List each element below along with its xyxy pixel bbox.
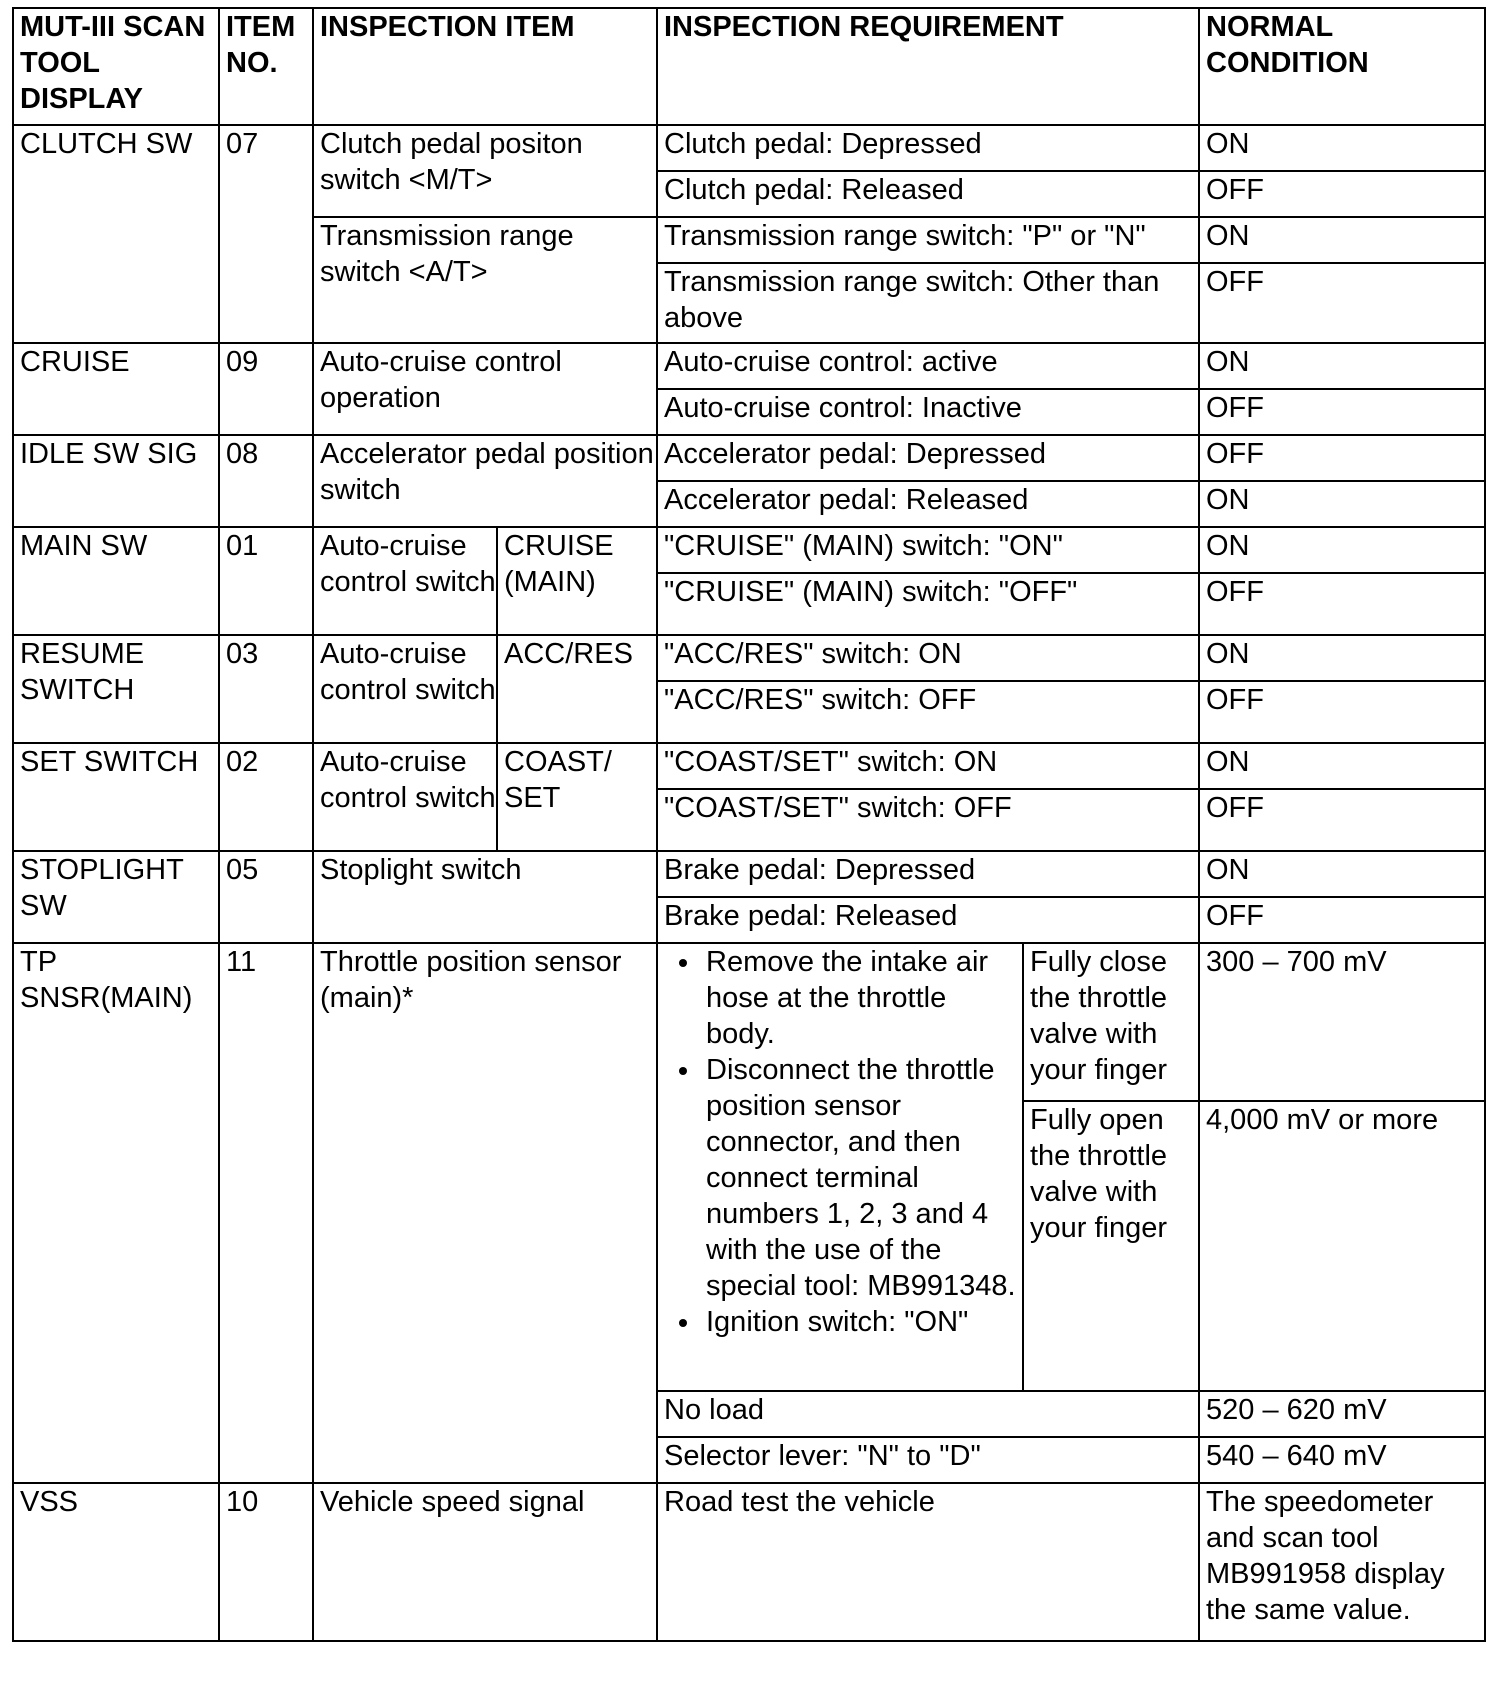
display-cell: MAIN SW [13, 527, 219, 635]
requirement-cell: Accelerator pedal: Released [657, 481, 1199, 527]
requirement-cell: Brake pedal: Depressed [657, 851, 1199, 897]
header-normal-condition: NORMAL CONDITION [1199, 8, 1485, 125]
inspection-item-cell: Throttle position sensor (main)* [313, 943, 657, 1483]
inspection-item-cell: Stoplight switch [313, 851, 657, 943]
requirement-cell: Selector lever: "N" to "D" [657, 1437, 1199, 1483]
table-row [13, 343, 1485, 389]
action-cell: Fully open the throttle valve with your finger [1023, 1101, 1199, 1391]
display-cell: VSS [13, 1483, 219, 1641]
requirement-cell: No load [657, 1391, 1199, 1437]
item-no-cell: 05 [219, 851, 313, 943]
requirement-cell: Clutch pedal: Depressed [657, 125, 1199, 171]
inspection-item-cell: Transmission range switch <A/T> [313, 217, 657, 343]
switch-name-cell: CRUISE (MAIN) [497, 527, 657, 635]
inspection-item-cell: Auto-cruise control switch [313, 743, 497, 851]
display-cell: IDLE SW SIG [13, 435, 219, 527]
condition-cell: OFF [1199, 789, 1485, 851]
procedure-cell [657, 943, 1023, 1391]
header-row [13, 8, 1485, 125]
inspection-table [12, 7, 1486, 1642]
display-cell: RESUME SWITCH [13, 635, 219, 743]
condition-cell: OFF [1199, 171, 1485, 217]
display-cell: STOPLIGHT SW [13, 851, 219, 943]
switch-name-cell: ACC/RES [497, 635, 657, 743]
header-inspection-item: INSPECTION ITEM [313, 8, 657, 125]
header-item-no: ITEM NO. [219, 8, 313, 125]
table-row [13, 125, 1485, 171]
procedure-list [664, 944, 1022, 1340]
condition-cell: ON [1199, 481, 1485, 527]
requirement-cell: Auto-cruise control: active [657, 343, 1199, 389]
table-row [13, 943, 1485, 1101]
condition-cell: ON [1199, 851, 1485, 897]
action-cell: Fully close the throttle valve with your finger [1023, 943, 1199, 1101]
item-no-cell: 08 [219, 435, 313, 527]
table-row [13, 743, 1485, 789]
condition-cell: ON [1199, 217, 1485, 263]
inspection-item-cell: Accelerator pedal position switch [313, 435, 657, 527]
condition-cell: OFF [1199, 263, 1485, 343]
item-no-cell: 01 [219, 527, 313, 635]
requirement-cell: "ACC/RES" switch: OFF [657, 681, 1199, 743]
condition-cell: ON [1199, 343, 1485, 389]
condition-cell: ON [1199, 125, 1485, 171]
condition-cell: ON [1199, 743, 1485, 789]
requirement-cell: Transmission range switch: "P" or "N" [657, 217, 1199, 263]
header-requirement: INSPECTION REQUIREMENT [657, 8, 1199, 125]
condition-cell: The speedometer and scan tool MB991958 display the same value. [1199, 1483, 1485, 1641]
table-row [13, 851, 1485, 897]
condition-cell: ON [1199, 527, 1485, 573]
table-row [13, 435, 1485, 481]
item-no-cell: 07 [219, 125, 313, 343]
requirement-cell: Road test the vehicle [657, 1483, 1199, 1641]
condition-cell: OFF [1199, 435, 1485, 481]
table-row [13, 1483, 1485, 1641]
requirement-cell: Auto-cruise control: Inactive [657, 389, 1199, 435]
requirement-cell: "COAST/SET" switch: ON [657, 743, 1199, 789]
requirement-cell: Brake pedal: Released [657, 897, 1199, 943]
condition-cell: 520 – 620 mV [1199, 1391, 1485, 1437]
inspection-item-cell: Clutch pedal positon switch <M/T> [313, 125, 657, 217]
item-no-cell: 11 [219, 943, 313, 1483]
inspection-item-cell: Auto-cruise control switch [313, 635, 497, 743]
condition-cell: OFF [1199, 897, 1485, 943]
condition-cell: OFF [1199, 573, 1485, 635]
item-no-cell: 10 [219, 1483, 313, 1641]
requirement-cell: Clutch pedal: Released [657, 171, 1199, 217]
requirement-cell: "ACC/RES" switch: ON [657, 635, 1199, 681]
requirement-cell: "CRUISE" (MAIN) switch: "ON" [657, 527, 1199, 573]
inspection-item-cell: Auto-cruise control operation [313, 343, 657, 435]
inspection-item-cell: Auto-cruise control switch [313, 527, 497, 635]
condition-cell: 300 – 700 mV [1199, 943, 1485, 1101]
display-cell: TP SNSR(MAIN) [13, 943, 219, 1483]
display-cell: SET SWITCH [13, 743, 219, 851]
display-cell: CRUISE [13, 343, 219, 435]
requirement-cell: "CRUISE" (MAIN) switch: "OFF" [657, 573, 1199, 635]
table-row [13, 527, 1485, 573]
procedure-step: • Ignition switch: "ON" [702, 1304, 1022, 1340]
condition-cell: 540 – 640 mV [1199, 1437, 1485, 1483]
condition-cell: OFF [1199, 681, 1485, 743]
item-no-cell: 02 [219, 743, 313, 851]
condition-cell: ON [1199, 635, 1485, 681]
inspection-item-cell: Vehicle speed signal [313, 1483, 657, 1641]
requirement-cell: Transmission range switch: Other than above [657, 263, 1199, 343]
requirement-cell: Accelerator pedal: Depressed [657, 435, 1199, 481]
header-display: MUT-III SCAN TOOL DISPLAY [13, 8, 219, 125]
item-no-cell: 03 [219, 635, 313, 743]
switch-name-cell: COAST/ SET [497, 743, 657, 851]
item-no-cell: 09 [219, 343, 313, 435]
procedure-step: • Disconnect the throttle position sensor connector, and then connect terminal numbers 1, 2, 3 and 4 with the use of the special tool: MB991348. [702, 1052, 1022, 1304]
condition-cell: OFF [1199, 389, 1485, 435]
condition-cell: 4,000 mV or more [1199, 1101, 1485, 1391]
procedure-step: • Remove the intake air hose at the throttle body. [702, 944, 1022, 1052]
requirement-cell: "COAST/SET" switch: OFF [657, 789, 1199, 851]
display-cell: CLUTCH SW [13, 125, 219, 343]
table-row [13, 635, 1485, 681]
